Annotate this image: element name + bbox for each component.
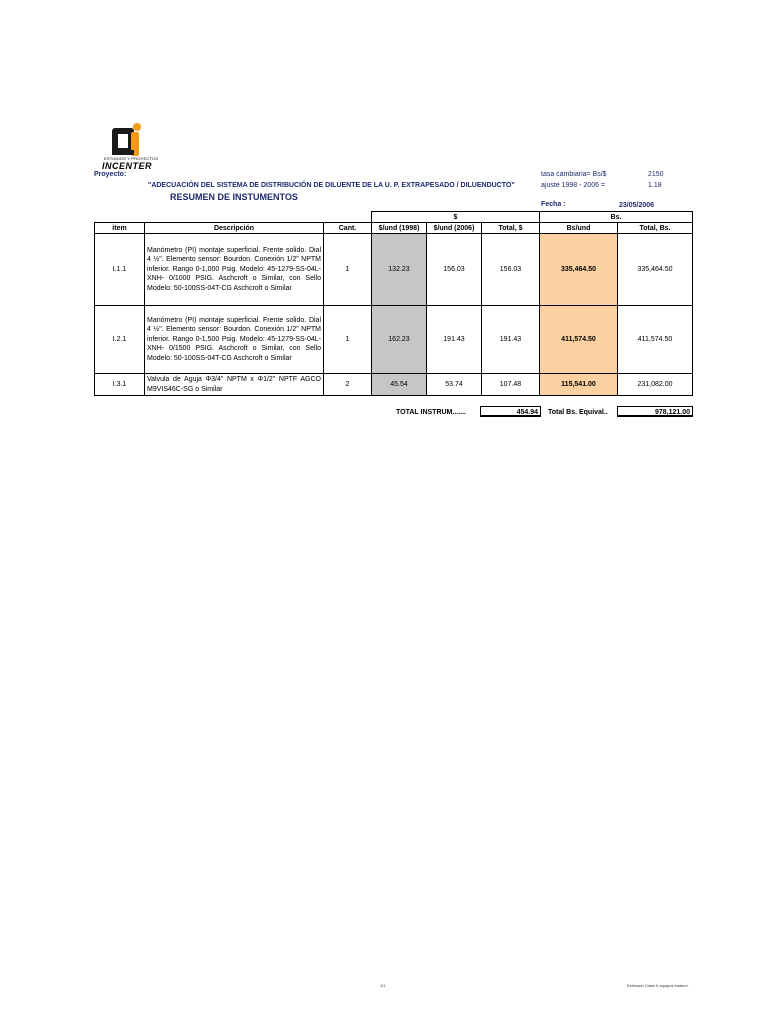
col-header-total-bs: Total, Bs. — [618, 223, 693, 234]
cell-und-2006: 53.74 — [427, 374, 482, 396]
instruments-table — [94, 211, 693, 396]
cell-descripcion: Manómetro (PI) montaje superficial. Frente solido. Dial 4 ½". Elemento sensor: Bourdon. Conexión 1/2" NPTM inferior. Rango 0-1,500 Psig. Modelo: 45-1279-SS-04L-XNH- 0/1500 PSIG. Aschcroft o Similar, con Sello Modelo: 50-100SS-04T-CG Aschcroft o Similar — [145, 306, 324, 374]
col-header-cant: Cant. — [324, 223, 372, 234]
footer-filename: Estimado Clase II,equipos instrum. — [627, 983, 689, 988]
cell-total-usd: 156.03 — [482, 234, 540, 306]
cell-cant: 1 — [324, 234, 372, 306]
table-row — [95, 306, 693, 374]
ajuste-value: 1.18 — [648, 182, 662, 189]
cell-item: I.1.1 — [95, 234, 145, 306]
logo-subtitle: ESTUDIOS Y PROYECTOS — [104, 156, 159, 161]
cell-total-bs: 335,464.50 — [618, 234, 693, 306]
col-header-und-2006: $/und (2006) — [427, 223, 482, 234]
cell-und-2006: 156.03 — [427, 234, 482, 306]
table-row — [95, 234, 693, 306]
page-number: 1/1 — [380, 983, 386, 988]
ajuste-label: ajuste 1998 - 2006 = — [541, 182, 606, 189]
cell-und-1998: 132.23 — [372, 234, 427, 306]
total-instrum-value: 454.94 — [480, 406, 541, 417]
total-bs-label: Total Bs. Equival.. — [548, 409, 608, 416]
col-header-descripcion: Descripción — [145, 223, 324, 234]
fecha-value: 23/05/2006 — [619, 202, 655, 209]
tasa-label: tasa cambiaria= Bs/$ — [541, 171, 607, 178]
col-header-total-usd: Total, $ — [482, 223, 540, 234]
group-header-usd: $ — [372, 212, 540, 223]
table-row — [95, 374, 693, 396]
cell-descripcion: Valvula de Aguja Φ3/4" NPTM x Φ1/2" NPTF AGCO M9VIS46C-SG o Similar — [145, 374, 324, 396]
fecha-label: Fecha : — [541, 201, 566, 208]
cell-und-1998: 162.23 — [372, 306, 427, 374]
summary-title: RESUMEN DE INSTUMENTOS — [170, 192, 298, 202]
cell-bs-und: 115,541.00 — [540, 374, 618, 396]
col-header-und-1998: $/und (1998) — [372, 223, 427, 234]
col-header-bs-und: Bs/und — [540, 223, 618, 234]
cell-cant: 1 — [324, 306, 372, 374]
tasa-value: 2150 — [648, 171, 664, 178]
cell-und-2006: 191.43 — [427, 306, 482, 374]
cell-descripcion: Manómetro (PI) montaje superficial. Frente solido. Dial 4 ½". Elemento sensor: Bourdon. Conexión 1/2" NPTM inferior. Rango 0-1,000 Psig. Modelo: 45-1279-SS-04L-XNH- 0/1000 PSIG. Aschcroft o Similar, con Sello Modelo: 50-100SS-04T-CG Aschcroft o Similar — [145, 234, 324, 306]
cell-item: I.2.1 — [95, 306, 145, 374]
column-header-row — [95, 223, 693, 234]
proyecto-label: Proyecto: — [94, 171, 127, 178]
cell-cant: 2 — [324, 374, 372, 396]
cell-bs-und: 411,574.50 — [540, 306, 618, 374]
cell-total-bs: 231,082.00 — [618, 374, 693, 396]
group-header-bs: Bs. — [540, 212, 693, 223]
total-instrum-label: TOTAL INSTRUM....... — [396, 409, 466, 416]
cell-total-usd: 191.43 — [482, 306, 540, 374]
cell-total-usd: 107.48 — [482, 374, 540, 396]
total-bs-value: 978,121.00 — [617, 406, 693, 417]
cell-bs-und: 335,464.50 — [540, 234, 618, 306]
col-header-item: item — [95, 223, 145, 234]
group-header-row — [95, 212, 693, 223]
cell-und-1998: 45.54 — [372, 374, 427, 396]
logo-name: INCENTER — [102, 161, 153, 171]
cell-item: I.3.1 — [95, 374, 145, 396]
cell-total-bs: 411,574.50 — [618, 306, 693, 374]
project-title: "ADECUACIÓN DEL SISTEMA DE DISTRIBUCIÓN DE DILUENTE DE LA U. P. EXTRAPESADO / DILUENDUCTO" — [148, 182, 515, 189]
